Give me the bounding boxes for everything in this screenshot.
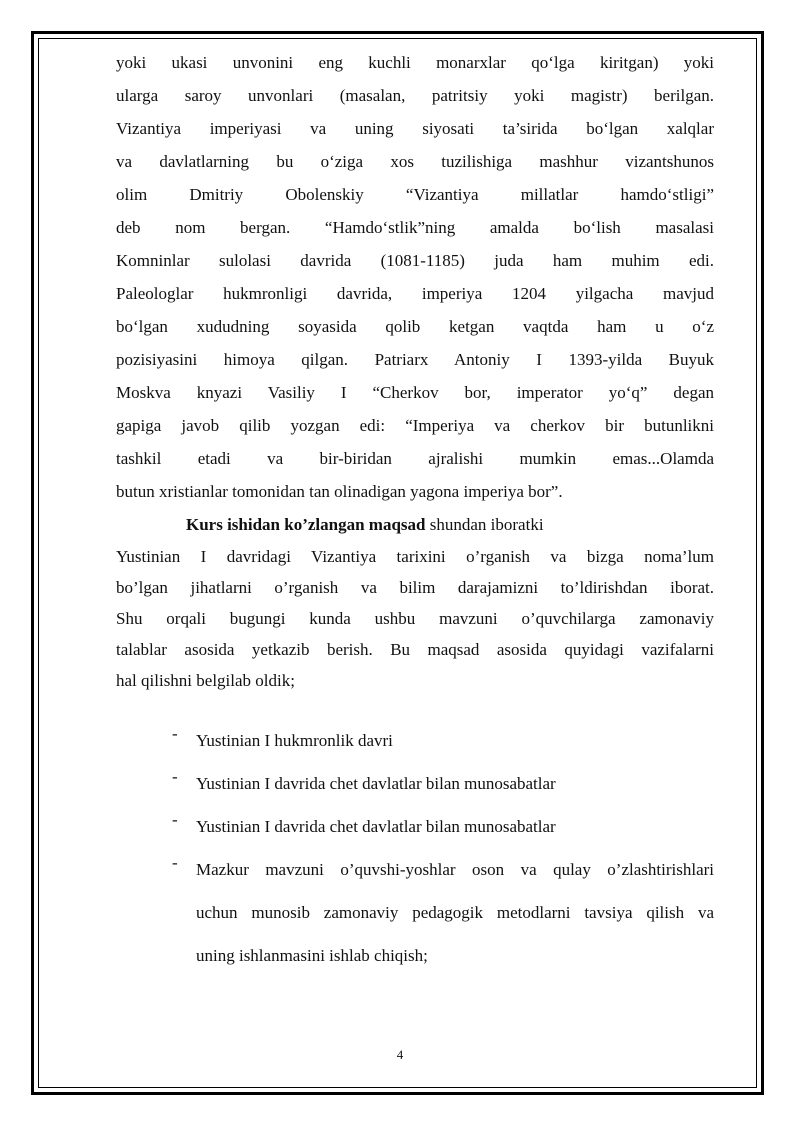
list-item xyxy=(116,853,714,982)
text-line: pozisiyasini himoya qilgan. Patriarx Antoniy I 1393-yilda Buyuk xyxy=(116,350,714,369)
paragraph-2 xyxy=(116,541,714,696)
heading-bold: Kurs ishidan ko’zlangan maqsad xyxy=(186,515,426,534)
page-number: 4 xyxy=(396,1047,404,1062)
text-line: bo’lgan jihatlarni o’rganish va bilim darajamizni to’ldirishdan iborat. xyxy=(116,578,714,597)
list-item-text: Mazkur mavzuni o’quvshi-yoshlar oson va qulay o’zlashtirishlari xyxy=(196,860,714,879)
text-line: tashkil etadi va bir-biridan ajralishi mumkin emas...Olamda xyxy=(116,449,714,468)
text-line: butun xristianlar tomonidan tan olinadigan yagona imperiya bor”. xyxy=(116,482,563,501)
list-marker: - xyxy=(172,853,178,872)
text-line: Shu orqali bugungi kunda ushbu mavzuni o’quvchilarga zamonaviy xyxy=(116,609,714,628)
list-marker: - xyxy=(172,810,178,829)
list-item-text: Yustinian I hukmronlik davri xyxy=(196,731,393,750)
list-item xyxy=(116,724,714,767)
list-item-text: uchun munosib zamonaviy pedagogik metodlarni tavsiya qilish va xyxy=(196,903,714,922)
text-line: Vizantiya imperiyasi va uning siyosati ta’sirida bo‘lgan xalqlar xyxy=(116,119,714,138)
text-line: va davlatlarning bu o‘ziga xos tuzilishiga mashhur vizantshunos xyxy=(116,152,714,171)
text-line: Yustinian I davridagi Vizantiya tarixini o’rganish va bizga noma’lum xyxy=(116,547,714,566)
text-line: gapiga javob qilib yozgan edi: “Imperiya va cherkov bir butunlikni xyxy=(116,416,714,435)
list-item-text: Yustinian I davrida chet davlatlar bilan munosabatlar xyxy=(196,774,556,793)
heading-rest: shundan iboratki xyxy=(425,515,544,534)
text-line: bo‘lgan xududning soyasida qolib ketgan vaqtda ham u o‘z xyxy=(116,317,714,336)
list-marker: - xyxy=(172,767,178,786)
text-line: hal qilishni belgilab oldik; xyxy=(116,671,295,690)
text-line: olim Dmitriy Obolenskiy “Vizantiya millatlar hamdo‘stligi” xyxy=(116,185,714,204)
list-item xyxy=(116,810,714,853)
list-item-text: Yustinian I davrida chet davlatlar bilan munosabatlar xyxy=(196,817,556,836)
paragraph-1 xyxy=(116,46,714,508)
text-line: ularga saroy unvonlari (masalan, patritsiy yoki magistr) berilgan. xyxy=(116,86,714,105)
text-line: Komninlar sulolasi davrida (1081-1185) juda ham muhim edi. xyxy=(116,251,714,270)
list-item-text: uning ishlanmasini ishlab chiqish; xyxy=(196,946,428,965)
text-line: Moskva knyazi Vasiliy I “Cherkov bor, imperator yo‘q” degan xyxy=(116,383,714,402)
text-line: talablar asosida yetkazib berish. Bu maqsad asosida quyidagi vazifalarni xyxy=(116,640,714,659)
task-list xyxy=(116,724,714,982)
section-heading xyxy=(116,508,714,541)
list-item xyxy=(116,767,714,810)
list-marker: - xyxy=(172,724,178,743)
text-line: Paleologlar hukmronligi davrida, imperiya 1204 yilgacha mavjud xyxy=(116,284,714,303)
document-body xyxy=(116,46,714,696)
text-line: deb nom bergan. “Hamdo‘stlik”ning amalda bo‘lish masalasi xyxy=(116,218,714,237)
text-line: yoki ukasi unvonini eng kuchli monarxlar qo‘lga kiritgan) yoki xyxy=(116,53,714,72)
